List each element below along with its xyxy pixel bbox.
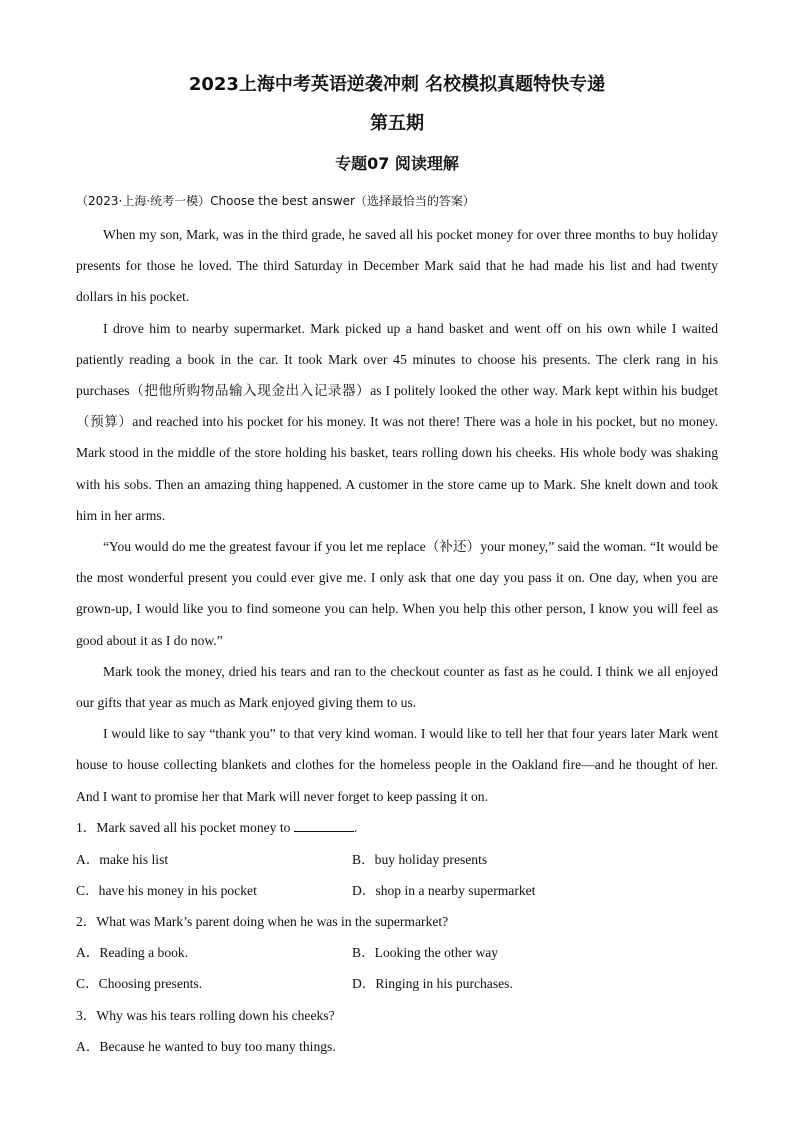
option-a[interactable]: A．Reading a book. <box>76 945 189 960</box>
question-stem-end: . <box>353 820 358 835</box>
option-b[interactable]: B．buy holiday presents <box>352 852 488 867</box>
question-1 <box>76 816 357 836</box>
passage-paragraph: When my son, Mark, was in the third grade, he saved all his pocket money for over three months to buy holiday presents for those he loved. The third Saturday in December Mark said that he had made his list and had twenty dollars in his pocket. <box>76 227 718 305</box>
topic-label: 专题07 阅读理解 <box>335 154 459 173</box>
option-c[interactable]: C．Choosing presents. <box>76 976 203 991</box>
answer-blank[interactable] <box>294 819 354 832</box>
question-3: 3．Why was his tears rolling down his cheeks? <box>76 1008 335 1023</box>
option-a[interactable]: A．make his list <box>76 852 169 867</box>
passage-paragraph: I would like to say “thank you” to that very kind woman. I would like to tell her that four years later Mark went house to house collecting blankets and clothes for the homeless people in the Oakland fire—and he thought of her. And I want to promise her that Mark will never forget to keep passing it on. <box>76 726 718 804</box>
reading-passage <box>76 219 718 812</box>
option-b[interactable]: B．Looking the other way <box>352 945 499 960</box>
question-2: 2．What was Mark’s parent doing when he was in the supermarket? <box>76 914 449 929</box>
document-title: 2023上海中考英语逆袭冲刺 名校模拟真题特快专递 <box>188 74 606 95</box>
option-d[interactable]: D．Ringing in his purchases. <box>352 976 513 991</box>
passage-paragraph: “You would do me the greatest favour if you let me replace（补还）your money,” said the woman. “It would be the most wonderful present you could ever give me. I only ask that one day you pass it on. One day, when you are grown-up, I would like you to find someone you can help. When you help this other person, I know you will feel as good about it as I do now.” <box>76 539 718 648</box>
option-c[interactable]: C．have his money in his pocket <box>76 883 257 898</box>
issue-label: 第五期 <box>370 113 424 134</box>
passage-paragraph: I drove him to nearby supermarket. Mark picked up a hand basket and went off on his own while I waited patiently reading a book in the car. It took Mark over 45 minutes to choose his presents. The clerk rang in his purchases（把他所购物品输入现金出入记录器）as I politely looked the other way. Mark kept within his budget（预算）and reached into his pocket for his money. It was not there! There was a hole in his pocket, but no money. Mark stood in the middle of the store holding his basket, tears rolling down his cheeks. His whole body was shaking with his sobs. Then an amazing thing happened. A customer in the store came up to Mark. She knelt down and took him in her arms. <box>76 320 718 523</box>
option-d[interactable]: D．shop in a nearby supermarket <box>352 883 536 898</box>
option-a[interactable]: A．Because he wanted to buy too many things. <box>76 1039 336 1054</box>
source-line: （2023·上海·统考一模）Choose the best answer（选择最恰当的答案） <box>76 194 475 208</box>
passage-paragraph: Mark took the money, dried his tears and ran to the checkout counter as fast as he could. I think we all enjoyed our gifts that year as much as Mark enjoyed giving them to us. <box>76 663 718 711</box>
question-stem: 1．Mark saved all his pocket money to <box>76 820 291 835</box>
